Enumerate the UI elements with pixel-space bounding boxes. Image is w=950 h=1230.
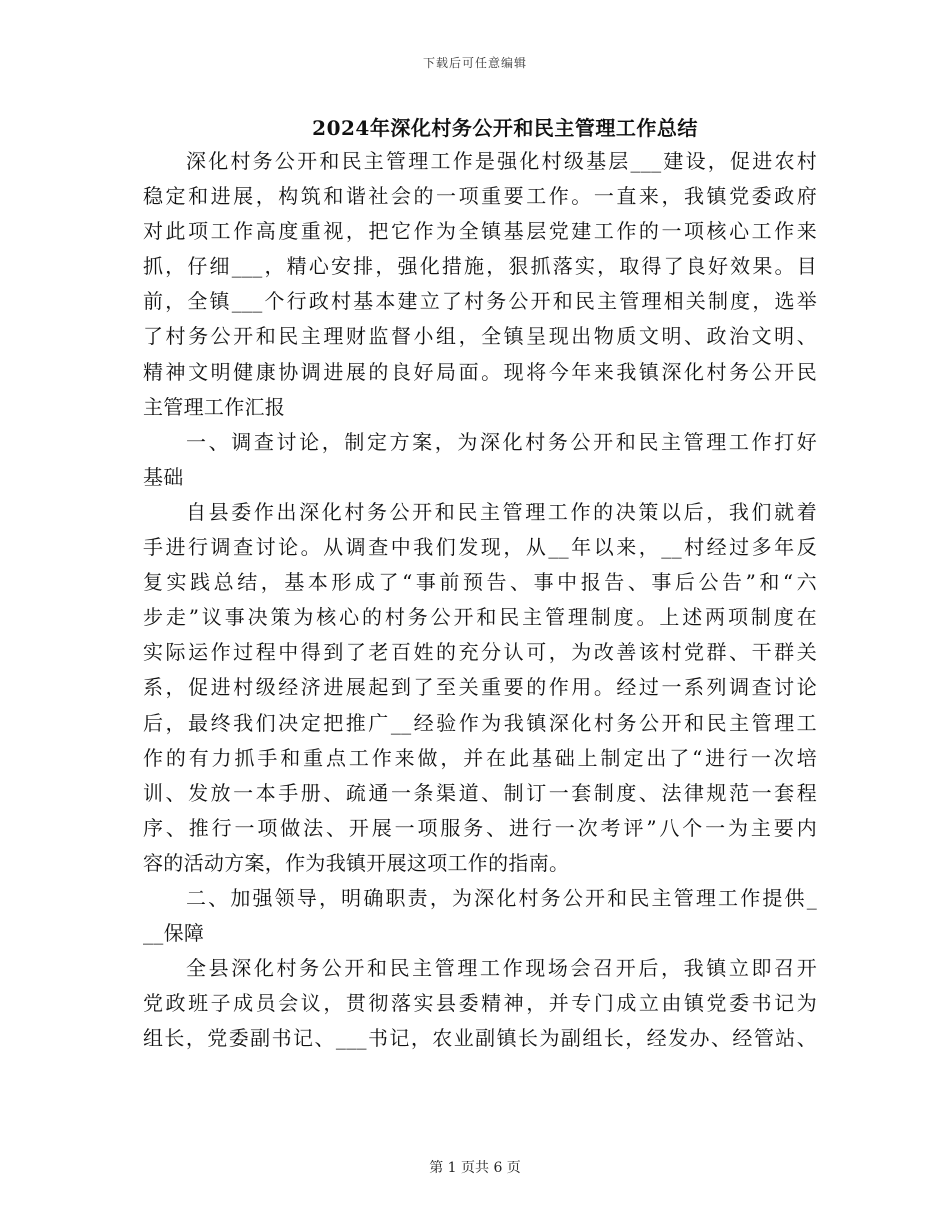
section-heading-line: 一、调查讨论，制定方案，为深化村务公开和民主管理工作打好 — [186, 429, 817, 454]
body-line: 自县委作出深化村务公开和民主管理工作的决策以后，我们就着 — [186, 499, 817, 524]
body-line: 作的有力抓手和重点工作来做，并在此基础上制定出了“进行一次培 — [143, 745, 817, 770]
body-line: 步走”议事决策为核心的村务公开和民主管理制度。上述两项制度在 — [143, 605, 817, 630]
document-body — [143, 144, 817, 1056]
page-number: 第 1 页共 6 页 — [429, 1160, 521, 1176]
body-line: 了村务公开和民主理财监督小组，全镇呈现出物质文明、政治文明、 — [143, 324, 817, 349]
body-line: 对此项工作高度重视，把它作为全镇基层党建工作的一项核心工作来 — [143, 219, 817, 244]
section-heading-line: __保障 — [143, 921, 205, 946]
body-line: 手进行调查讨论。从调查中我们发现，从__年以来，__村经过多年反 — [143, 535, 817, 560]
body-line: 系，促进村级经济进展起到了至关重要的作用。经过一系列调查讨论 — [143, 675, 817, 700]
body-line: 容的活动方案，作为我镇开展这项工作的指南。 — [143, 850, 570, 875]
body-line: 组长，党委副书记、___书记，农业副镇长为副组长，经发办、经管站、 — [143, 1026, 817, 1051]
body-line: 抓，仔细___，精心安排，强化措施，狠抓落实，取得了良好效果。目 — [143, 254, 817, 279]
body-line: 主管理工作汇报 — [143, 394, 286, 419]
body-line: 实际运作过程中得到了老百姓的充分认可，为改善该村党群、干群关 — [143, 640, 817, 665]
section-heading-line: 基础 — [143, 464, 184, 489]
body-line: 序、推行一项做法、开展一项服务、进行一次考评”八个一为主要内 — [143, 815, 817, 840]
body-line: 前，全镇___个行政村基本建立了村务公开和民主管理相关制度，选举 — [143, 289, 817, 314]
document-title: 2024年深化村务公开和民主管理工作总结 — [312, 116, 698, 140]
section-heading-line: 二、加强领导，明确职责，为深化村务公开和民主管理工作提供_ — [186, 885, 817, 910]
download-edit-note: 下载后可任意编辑 — [422, 56, 527, 70]
body-line: 后，最终我们决定把推广__经验作为我镇深化村务公开和民主管理工 — [143, 710, 817, 735]
body-line: 训、发放一本手册、疏通一条渠道、制订一套制度、法律规范一套程 — [143, 780, 817, 805]
body-line: 精神文明健康协调进展的良好局面。现将今年来我镇深化村务公开民 — [143, 359, 817, 384]
body-line: 稳定和进展，构筑和谐社会的一项重要工作。一直来，我镇党委政府 — [143, 184, 817, 209]
body-line: 复实践总结，基本形成了“事前预告、事中报告、事后公告”和“六 — [143, 570, 817, 595]
body-line: 深化村务公开和民主管理工作是强化村级基层___建设，促进农村 — [186, 149, 817, 173]
body-line: 党政班子成员会议，贯彻落实县委精神，并专门成立由镇党委书记为 — [143, 991, 817, 1016]
body-line: 全县深化村务公开和民主管理工作现场会召开后，我镇立即召开 — [186, 956, 817, 981]
